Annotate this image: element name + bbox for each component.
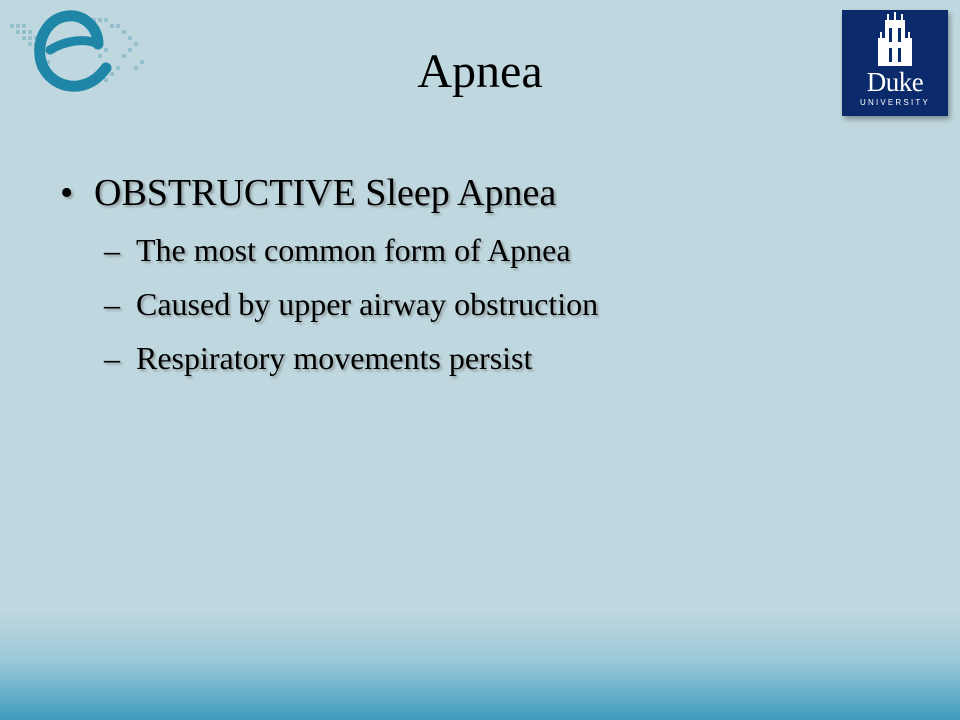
bottom-gradient-band bbox=[0, 610, 960, 720]
sub-bullet-text: Respiratory movements persist bbox=[136, 340, 533, 376]
dash-marker: – bbox=[104, 340, 120, 376]
main-bullet bbox=[60, 168, 556, 218]
bullet-marker: • bbox=[60, 172, 74, 214]
duke-university-subtitle: UNIVERSITY bbox=[859, 98, 930, 107]
dash-marker: – bbox=[104, 286, 120, 322]
slide-title: Apnea bbox=[417, 45, 543, 98]
sub-bullet-text: Caused by upper airway obstruction bbox=[136, 286, 599, 322]
duke-wordmark: Duke bbox=[866, 67, 924, 97]
sub-bullet-1 bbox=[104, 230, 571, 270]
sub-bullet-2 bbox=[104, 284, 598, 324]
main-bullet-text: OBSTRUCTIVE Sleep Apnea bbox=[94, 172, 557, 214]
sub-bullet-3 bbox=[104, 338, 532, 378]
dash-marker: – bbox=[104, 232, 120, 268]
sub-bullet-text: The most common form of Apnea bbox=[136, 232, 571, 268]
